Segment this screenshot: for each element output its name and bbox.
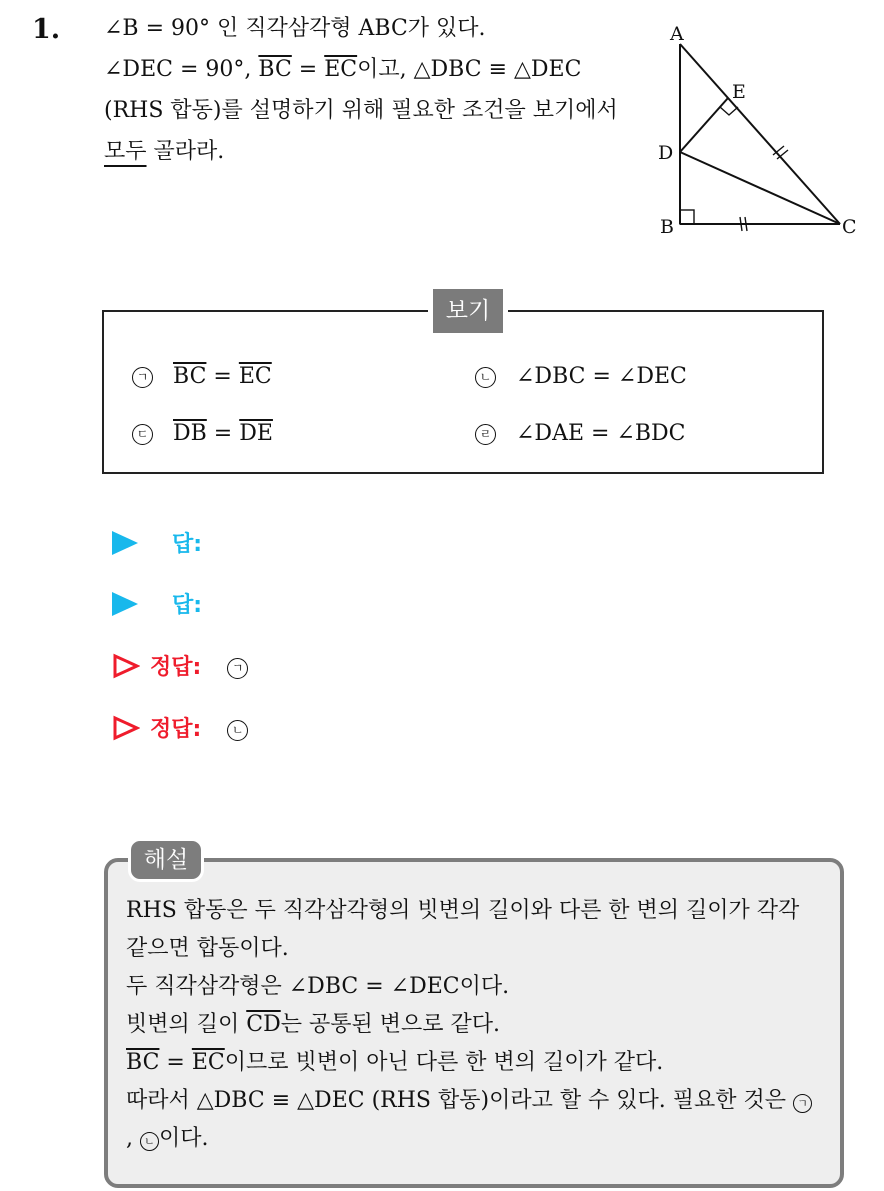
label-c: C [842, 216, 857, 238]
outline-triangle-icon [112, 653, 140, 679]
circled-mark-1: ㄱ [132, 367, 153, 388]
segment-de [680, 98, 728, 152]
bogi-item-3: ㄷ $\overline{DB}$ = $\overline{DE}$ [132, 419, 273, 449]
tick-bc-1 [740, 217, 742, 231]
answer-label: 답: [172, 593, 203, 618]
underlined-word: 모두 [104, 139, 147, 164]
correct-answer-label: 정답: [150, 717, 202, 742]
bogi-item-2: ㄴ ∠DBC = ∠DEC [475, 362, 687, 392]
segment-ac [680, 44, 840, 224]
bogi-box [102, 310, 824, 474]
question-number: 1. [32, 14, 61, 45]
label-a: A [670, 23, 684, 45]
correct-answer-row-1 [112, 650, 248, 681]
question-text: ∠B = 90° 인 직각삼각형 ABC가 있다. ∠DEC = 90°, $\overline{BC} = \overline{EC}$이고, △DBC ≡ △DEC (RHS 합동)를 설명하기 위해 필요한 조건을 보기에서 모두 골라라. [104, 16, 618, 164]
correct-answer-value: ㄴ [227, 715, 248, 741]
filled-triangle-icon [112, 531, 138, 555]
bogi-item-1: ㄱ $\overline{BC}$ = $\overline{EC}$ [132, 362, 272, 392]
correct-answer-row-2 [112, 712, 248, 743]
circled-mark-4: ㄹ [475, 424, 496, 445]
circled-mark-3: ㄷ [132, 424, 153, 445]
bogi-item-4: ㄹ ∠DAE = ∠BDC [475, 419, 686, 449]
explanation-text: RHS 합동은 두 직각삼각형의 빗변의 길이와 다른 한 변의 길이가 각각 같으면 합동이다. 두 직각삼각형은 ∠DBC = ∠DEC이다. 빗변의 길이 $\overline{CD}$는 공통된 변으로 같다. $\overline{BC} = \overline{EC}$이므로 빗변이 아닌 다른 한 변의 길이가 같다. 따라서 △DBC ≡ △DEC (RHS 합동)이라고 할 수 있다. 필요한 것은 ㄱ, ㄴ 이다. [126, 892, 826, 1158]
label-e: E [732, 81, 746, 103]
tick-bc-2 [745, 217, 747, 231]
label-b: B [660, 216, 674, 238]
explanation-title: 해설 [128, 838, 204, 882]
question-line-1: ∠B = 90° 인 직각삼각형 ABC가 있다. [104, 16, 486, 41]
filled-triangle-icon [112, 592, 138, 616]
circled-mark-2: ㄴ [475, 367, 496, 388]
correct-answer-label: 정답: [150, 655, 202, 680]
triangle-figure [652, 18, 872, 243]
right-angle-b [680, 210, 694, 224]
bogi-title: 보기 [428, 289, 508, 333]
answer-row-1 [112, 527, 202, 558]
answer-row-2 [112, 588, 202, 619]
segment-dc [680, 152, 840, 224]
correct-answer-value: ㄱ [227, 653, 248, 679]
outline-triangle-icon [112, 715, 140, 741]
answer-label: 답: [172, 532, 203, 557]
circled-mark: ㄱ [793, 1094, 812, 1113]
label-d: D [658, 142, 674, 164]
circled-mark: ㄴ [140, 1132, 159, 1151]
right-angle-e [720, 107, 738, 115]
